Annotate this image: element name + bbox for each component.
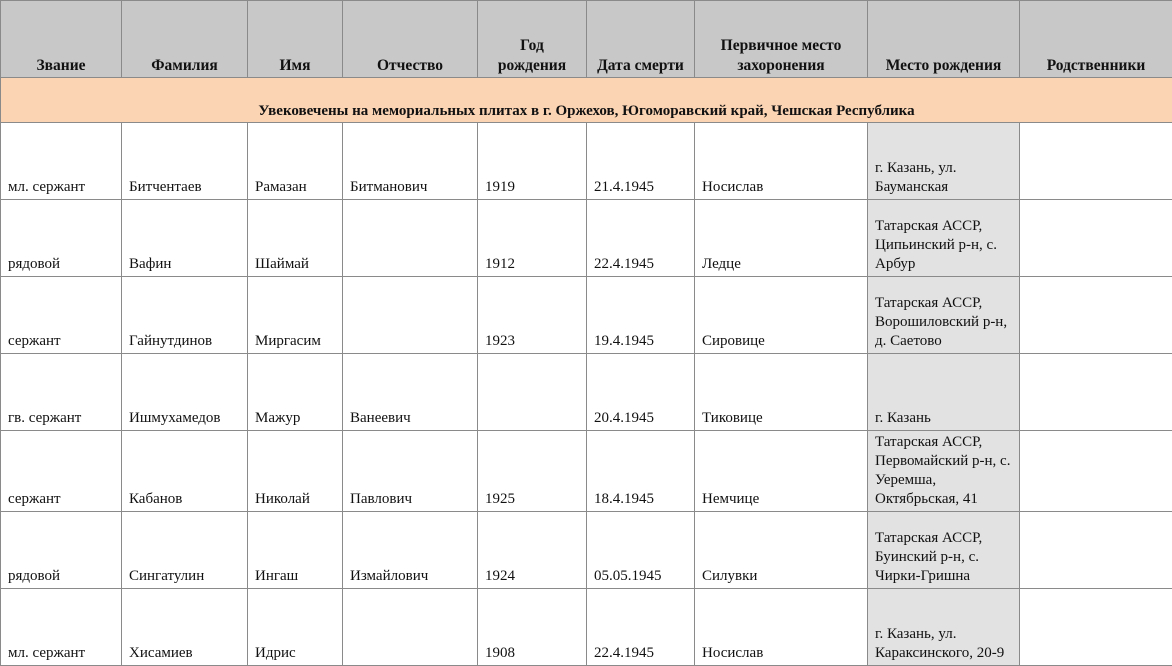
cell-rank: рядовой <box>1 512 122 589</box>
table-row <box>1 277 1172 354</box>
cell-rank: мл. сержант <box>1 589 122 666</box>
header-surname: Фамилия <box>122 1 248 78</box>
cell-name: Шаймай <box>248 200 343 277</box>
cell-death-date: 22.4.1945 <box>587 200 695 277</box>
cell-name: Миргасим <box>248 277 343 354</box>
cell-birthplace: г. Казань, ул. Караксинского, 20-9 <box>868 589 1020 666</box>
cell-birth-year: 1919 <box>478 123 587 200</box>
header-rank: Звание <box>1 1 122 78</box>
cell-name: Рамазан <box>248 123 343 200</box>
cell-surname: Гайнутдинов <box>122 277 248 354</box>
cell-birthplace: г. Казань, ул. Бауманская <box>868 123 1020 200</box>
memorial-banner: Увековечены на мемориальных плитах в г. Оржехов, Югоморавский край, Чешская Республика <box>1 78 1172 123</box>
cell-birth-year <box>478 354 587 431</box>
cell-surname: Ишмухамедов <box>122 354 248 431</box>
cell-name: Мажур <box>248 354 343 431</box>
table-row <box>1 512 1172 589</box>
cell-primary-burial: Ледце <box>695 200 868 277</box>
cell-death-date: 22.4.1945 <box>587 589 695 666</box>
cell-primary-burial: Носислав <box>695 589 868 666</box>
cell-patronymic: Битманович <box>343 123 478 200</box>
cell-patronymic: Измайлович <box>343 512 478 589</box>
table-row <box>1 200 1172 277</box>
cell-primary-burial: Носислав <box>695 123 868 200</box>
table-row <box>1 123 1172 200</box>
cell-rank: мл. сержант <box>1 123 122 200</box>
cell-patronymic: Ванеевич <box>343 354 478 431</box>
table-row <box>1 431 1172 512</box>
cell-relatives <box>1020 123 1172 200</box>
cell-death-date: 18.4.1945 <box>587 431 695 512</box>
header-birth-year: Год рождения <box>478 1 587 78</box>
cell-patronymic <box>343 200 478 277</box>
header-birthplace: Место рождения <box>868 1 1020 78</box>
cell-death-date: 20.4.1945 <box>587 354 695 431</box>
cell-patronymic <box>343 277 478 354</box>
cell-relatives <box>1020 200 1172 277</box>
header-patronymic: Отчество <box>343 1 478 78</box>
cell-surname: Битчентаев <box>122 123 248 200</box>
cell-primary-burial: Силувки <box>695 512 868 589</box>
cell-rank: сержант <box>1 431 122 512</box>
header-relatives: Родственники <box>1020 1 1172 78</box>
cell-death-date: 05.05.1945 <box>587 512 695 589</box>
header-name: Имя <box>248 1 343 78</box>
header-death-date: Дата смерти <box>587 1 695 78</box>
cell-birth-year: 1925 <box>478 431 587 512</box>
cell-name: Идрис <box>248 589 343 666</box>
cell-death-date: 21.4.1945 <box>587 123 695 200</box>
cell-primary-burial: Тиковице <box>695 354 868 431</box>
cell-rank: гв. сержант <box>1 354 122 431</box>
cell-birth-year: 1924 <box>478 512 587 589</box>
cell-primary-burial: Сировице <box>695 277 868 354</box>
cell-relatives <box>1020 354 1172 431</box>
cell-patronymic: Павлович <box>343 431 478 512</box>
cell-birthplace: Татарская АССР, Первомайский р-н, с. Уеремша, Октябрьская, 41 <box>868 431 1020 512</box>
header-primary-burial: Первичное место захоронения <box>695 1 868 78</box>
memorial-banner-row <box>1 78 1172 123</box>
cell-rank: рядовой <box>1 200 122 277</box>
cell-birthplace: Татарская АССР, Буинский р-н, с. Чирки-Гришна <box>868 512 1020 589</box>
cell-rank: сержант <box>1 277 122 354</box>
cell-birthplace: Татарская АССР, Ворошиловский р-н, д. Саетово <box>868 277 1020 354</box>
cell-relatives <box>1020 589 1172 666</box>
cell-primary-burial: Немчице <box>695 431 868 512</box>
table-row <box>1 589 1172 666</box>
cell-death-date: 19.4.1945 <box>587 277 695 354</box>
cell-relatives <box>1020 277 1172 354</box>
cell-patronymic <box>343 589 478 666</box>
cell-birth-year: 1923 <box>478 277 587 354</box>
cell-birthplace: Татарская АССР, Ципьинский р-н, с. Арбур <box>868 200 1020 277</box>
cell-birthplace: г. Казань <box>868 354 1020 431</box>
cell-relatives <box>1020 512 1172 589</box>
cell-surname: Хисамиев <box>122 589 248 666</box>
cell-birth-year: 1912 <box>478 200 587 277</box>
cell-birth-year: 1908 <box>478 589 587 666</box>
cell-surname: Кабанов <box>122 431 248 512</box>
cell-name: Николай <box>248 431 343 512</box>
cell-relatives <box>1020 431 1172 512</box>
cell-name: Ингаш <box>248 512 343 589</box>
cell-surname: Сингатулин <box>122 512 248 589</box>
cell-surname: Вафин <box>122 200 248 277</box>
table-row <box>1 354 1172 431</box>
header-row <box>1 1 1172 78</box>
